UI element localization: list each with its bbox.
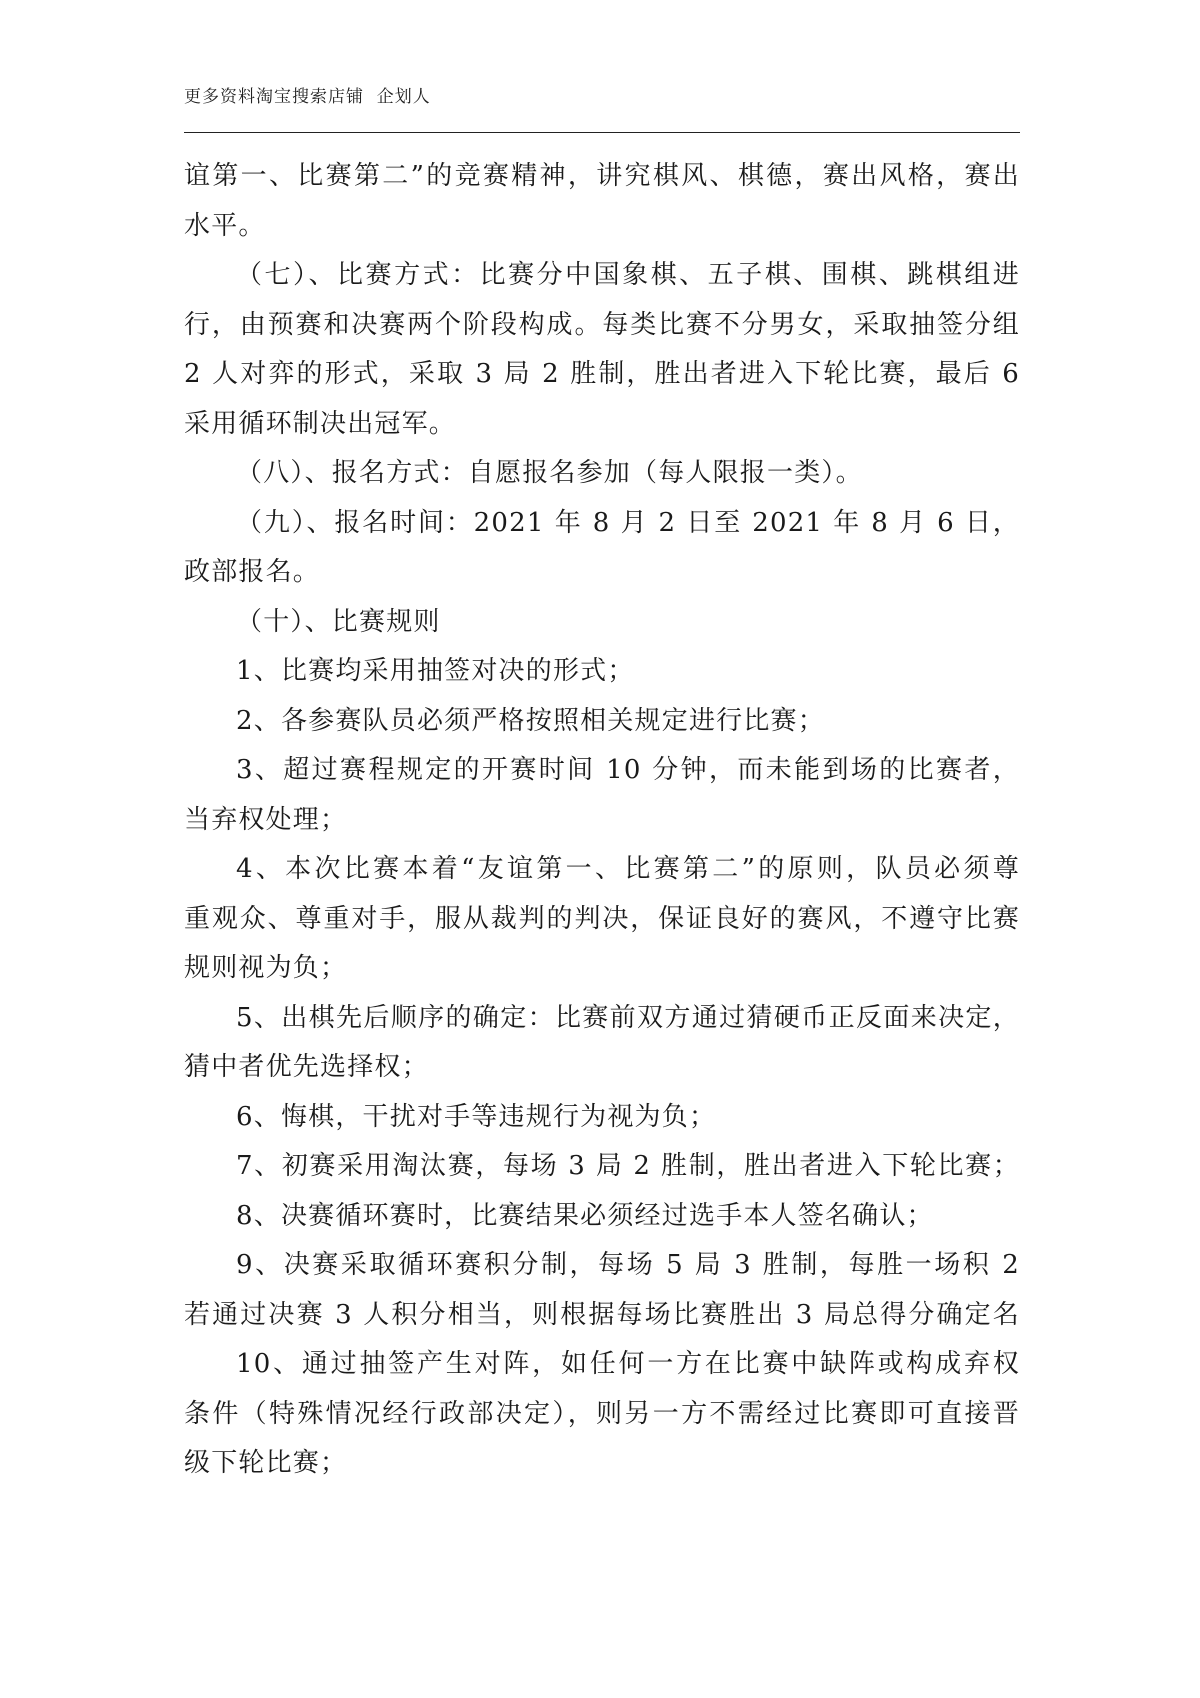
text-line: 8、决赛循环赛时，比赛结果必须经过选手本人签名确认； bbox=[236, 1200, 934, 1231]
text-line: （九）、报名时间：2021 年 8 月 2 日至 2021 年 8 月 6 日， bbox=[236, 507, 1020, 538]
text-line: 条件（特殊情况经行政部决定），则另一方不需经过比赛即可直接晋 bbox=[184, 1398, 1020, 1429]
text-line: 规则视为负； bbox=[184, 953, 348, 983]
page-header: 更多资料淘宝搜索店铺 企划人 bbox=[184, 87, 431, 107]
text-line: 水平。 bbox=[184, 210, 266, 241]
text-line: 行，由预赛和决赛两个阶段构成。每类比赛不分男女，采取抽签分组 bbox=[184, 309, 1020, 340]
text-line: 重观众、尊重对手，服从裁判的判决，保证良好的赛风，不遵守比赛 bbox=[184, 903, 1020, 934]
text-line: 猜中者优先选择权； bbox=[184, 1052, 429, 1082]
text-line: （十）、比赛规则 bbox=[236, 606, 441, 637]
text-line: 2、各参赛队员必须严格按照相关规定进行比赛； bbox=[236, 705, 825, 736]
text-line: 3、超过赛程规定的开赛时间 10 分钟，而未能到场的比赛者， bbox=[236, 755, 1020, 785]
text-line: 4、本次比赛本着“友谊第一、比赛第二”的原则，队员必须尊 bbox=[236, 854, 1020, 884]
text-line: 采用循环制决出冠军。 bbox=[184, 408, 457, 439]
text-line: 1、比赛均采用抽签对决的形式； bbox=[236, 656, 635, 686]
text-line: 2 人对弈的形式，采取 3 局 2 胜制，胜出者进入下轮比赛，最后 6 bbox=[184, 359, 1020, 389]
text-line: 政部报名。 bbox=[184, 557, 321, 587]
text-line: 级下轮比赛； bbox=[184, 1448, 348, 1478]
document-body bbox=[184, 152, 1020, 1489]
text-line: 9、决赛采取循环赛积分制，每场 5 局 3 胜制，每胜一场积 2 bbox=[236, 1250, 1020, 1280]
header-divider bbox=[184, 132, 1020, 133]
text-line: 当弃权处理； bbox=[184, 804, 348, 835]
text-line: （八）、报名方式：自愿报名参加（每人限报一类）。 bbox=[236, 458, 863, 488]
text-line: 6、悔棋，干扰对手等违规行为视为负； bbox=[236, 1101, 717, 1132]
text-line: 7、初赛采用淘汰赛，每场 3 局 2 胜制，胜出者进入下轮比赛； bbox=[236, 1151, 1020, 1181]
text-line: 谊第一、比赛第二”的竞赛精神，讲究棋风、棋德，赛出风格，赛出 bbox=[184, 161, 1020, 191]
text-line: （七）、比赛方式：比赛分中国象棋、五子棋、围棋、跳棋组进 bbox=[236, 260, 1020, 290]
text-line: 若通过决赛 3 人积分相当，则根据每场比赛胜出 3 局总得分确定名 bbox=[184, 1299, 1020, 1330]
text-line: 10、通过抽签产生对阵，如任何一方在比赛中缺阵或构成弃权 bbox=[236, 1349, 1020, 1379]
text-line: 5、出棋先后顺序的确定：比赛前双方通过猜硬币正反面来决定， bbox=[236, 1002, 1020, 1033]
